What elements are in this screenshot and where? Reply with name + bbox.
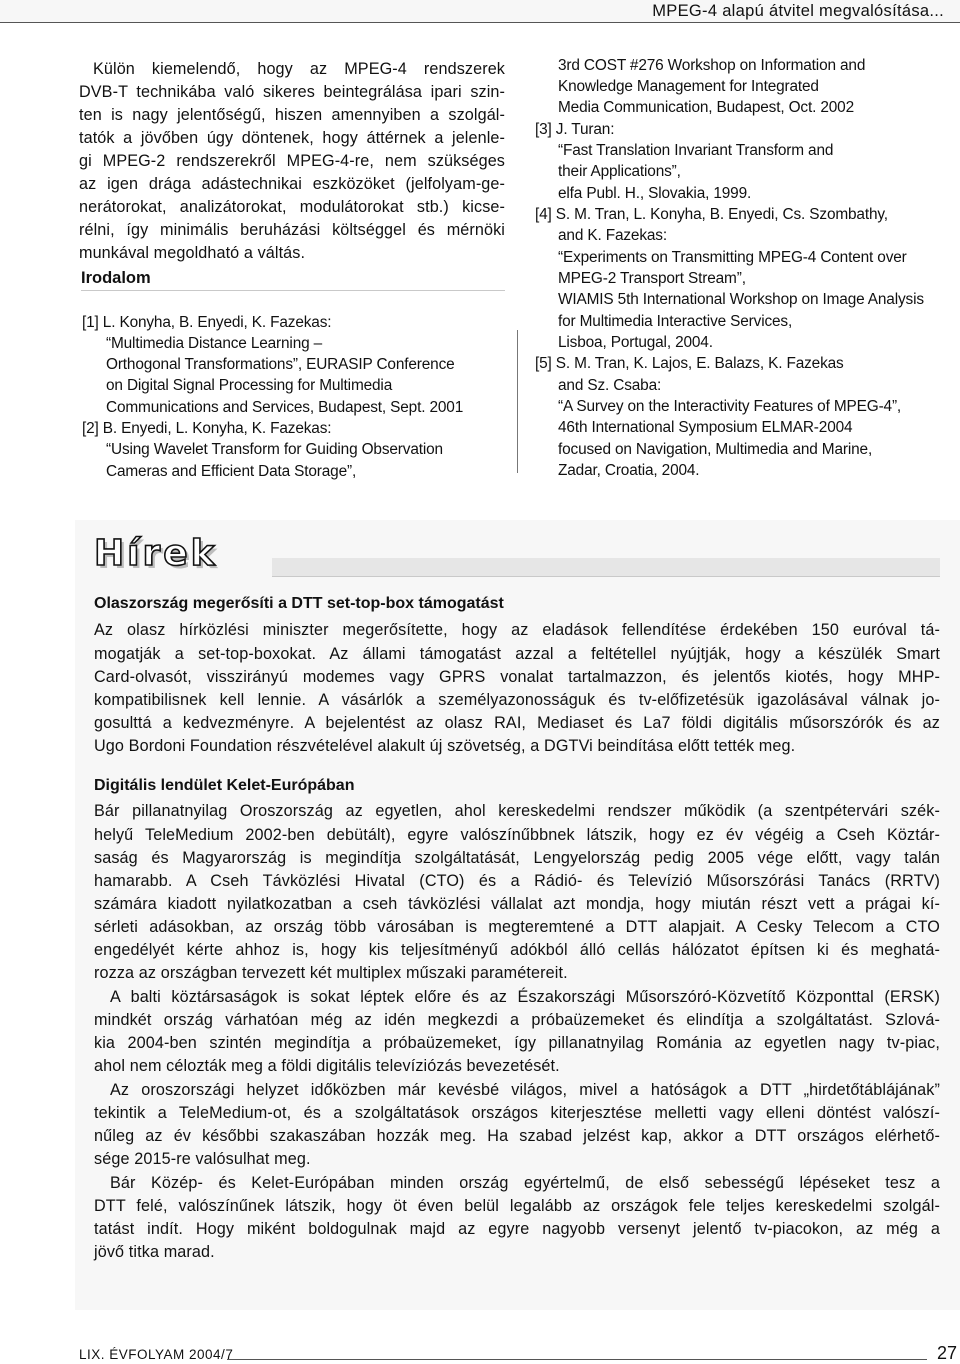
news2-line: saság és Magyarország is megindítja szolgáltatását, Lengyelország pedig 2005 vége előtt, vagy talán — [94, 849, 940, 867]
news2-line: A balti köztársaságok is sokat léptek előre és az Északországi Műsorszóró-Közvetítő Központtal (ERSK) — [110, 988, 940, 1006]
news2-title: Digitális lendület Kelet-Európában — [94, 777, 355, 794]
reference-line: [2] B. Enyedi, L. Konyha, K. Fazekas: — [82, 420, 332, 437]
reference-line: WIAMIS 5th International Workshop on Image Analysis — [558, 291, 924, 308]
news2-line: Az oroszországi helyzet időközben már kevésbé világos, mivel a hatóságok a DTT „hirdetőtáblájának” — [110, 1081, 940, 1099]
intro-line: DVB-T technikába való sikeres beintegrálása ipari szin- — [79, 83, 505, 101]
reference-line: Media Communication, Budapest, Oct. 2002 — [558, 99, 854, 116]
intro-line: az igen drága adástechnikai eszközöket (jelfolyam-ge- — [79, 175, 505, 193]
news2-line: számára kiadott nyilatkozatban a cseh távközlési vállalat azt mondja, hogy miután részt vett a prágai kí- — [94, 895, 940, 913]
reference-line: elfa Publ. H., Slovakia, 1999. — [558, 185, 752, 202]
news-section-title: Hírek — [94, 533, 218, 574]
reference-line: 46th International Symposium ELMAR-2004 — [558, 419, 853, 436]
reference-line: 3rd COST #276 Workshop on Information and — [558, 57, 866, 74]
news1-title: Olaszország megerősíti a DTT set-top-box támogatást — [94, 595, 504, 612]
news1-line: Ugo Bordoni Foundation részvételével alakult új szövetség, a DGTVi beindítása előtt tették meg. — [94, 737, 796, 755]
news2-line: Bár Közép- és Kelet-Európában minden ország egyértelmű, de első sebességű lépéseket tesz a — [110, 1174, 940, 1192]
news2-line: mindkét ország várhatóan még az idén megkezdi a próbaüzemeket és elindítja a szolgáltatást. Szlová- — [94, 1011, 940, 1029]
intro-line: Külön kiemelendő, hogy az MPEG-4 rendszerek — [93, 60, 505, 78]
reference-line: Zadar, Croatia, 2004. — [558, 462, 700, 479]
intro-line: ten is nagy jelentőségű, hiszen amennyiben a szolgál- — [79, 106, 505, 124]
intro-line: munkával megoldható a váltás. — [79, 244, 306, 262]
reference-line: for Multimedia Interactive Services, — [558, 313, 793, 330]
reference-line: on Digital Signal Processing for Multimedia — [106, 377, 393, 394]
news2-line: Bár pillanatnyilag Oroszország az egyetlen, ahol kereskedelmi rendszer működik (a szentpétervári szék- — [94, 802, 940, 820]
reference-line: MPEG-2 Transport Stream”, — [558, 270, 746, 287]
reference-line: Knowledge Management for Integrated — [558, 78, 819, 95]
news2-line: tekintik a TeleMedium-ot, és a szolgáltatások országos kiterjesztése melletti vagy elleni döntést valószí- — [94, 1104, 940, 1122]
reference-line: “Fast Translation Invariant Transform and — [558, 142, 834, 159]
news1-line: Card-olvasót, visszirányú modemes vagy GPRS vonalat tartalmazzon, és jelentős kiotés, hogy MHP- — [94, 668, 940, 686]
reference-line: “Using Wavelet Transform for Guiding Observation — [106, 441, 443, 458]
intro-line: rélni, így minimális beruházási költséggel és mérnöki — [79, 221, 505, 239]
news2-line: ahol nem célozták meg a földi digitális televíziózás bevezetését. — [94, 1057, 560, 1075]
news2-line: jövő titka marad. — [94, 1243, 215, 1261]
footer-volume: LIX. ÉVFOLYAM 2004/7 — [79, 1347, 234, 1362]
column-divider — [517, 330, 518, 473]
references-title: Irodalom — [81, 269, 151, 287]
news2-line: nűleg az év későbbi szakaszában hozzák meg. Ha szabad jelzést kap, akkor a DTT országos elérhető- — [94, 1127, 940, 1145]
news1-line: mogatják a set-top-boxokat. Az állami támogatást azzal a feltétellel nyújtják, hogy a készülék Smart — [94, 645, 940, 663]
reference-line: Cameras and Efficient Data Storage”, — [106, 463, 357, 480]
news2-line: hamarabb. A Cseh Távközlési Hivatal (CTO) és a Rádió- és Televízió Műsorszórási Tanács (RRTV) — [94, 872, 940, 890]
news2-line: sége 2015-re valósulhat meg. — [94, 1150, 311, 1168]
news2-line: helyű TeleMedium 2002-ben debütált), egyre valószínűbbnek látszik, hogy ez év végéig a Cseh Köztár- — [94, 826, 940, 844]
intro-line: gi MPEG-2 rendszerekről MPEG-4-re, nem szükséges — [79, 152, 505, 170]
news1-line: gosulttá a kedvezményre. A bejelentést az olasz RAI, Mediaset és La7 földi digitális műsorszórók és az — [94, 714, 940, 732]
reference-line: Lisboa, Portugal, 2004. — [558, 334, 713, 351]
news2-line: DTT felé, valószínűnek látszik, hogy öt éven belül legalább az országok fele teljes kereskedelmi szolgál- — [94, 1197, 940, 1215]
reference-line: [3] J. Turan: — [535, 121, 615, 138]
reference-line: “Experiments on Transmitting MPEG-4 Content over — [558, 249, 907, 266]
news2-line: sérleti adásokban, az ország több városában is megteremtené a DTT alapjait. A Cesky Telecom a CTO — [94, 918, 940, 936]
news1-line: Az olasz hírközlési miniszter megerősítette, hogy az eladások fellendítése érdekében 150 euróval tá- — [94, 621, 940, 639]
reference-line: their Applications”, — [558, 163, 681, 180]
reference-line: “Multimedia Distance Learning – — [106, 335, 323, 352]
reference-line: [4] S. M. Tran, L. Konyha, B. Enyedi, Cs. Szombathy, — [535, 206, 888, 223]
footer-rule — [227, 1359, 927, 1360]
news2-line: kia 2004-ben szintén megindítja a próbaüzemeket, így pillanatnyilag Románia az egyetlen nagy tv-piac, — [94, 1034, 940, 1052]
running-header: MPEG-4 alapú átvitel megvalósítása... — [652, 2, 944, 20]
header-rule — [0, 22, 960, 23]
page-number: 27 — [937, 1343, 958, 1363]
news-title-band — [272, 558, 940, 577]
reference-line: Orthogonal Transformations”, EURASIP Conference — [106, 356, 455, 373]
reference-line: and K. Fazekas: — [558, 227, 667, 244]
references-title-rule — [81, 290, 505, 291]
reference-line: Communications and Services, Budapest, Sept. 2001 — [106, 399, 464, 416]
reference-line: and Sz. Csaba: — [558, 377, 662, 394]
reference-line: [1] L. Konyha, B. Enyedi, K. Fazekas: — [82, 314, 332, 331]
news1-line: kompatibilisnek kell lennie. A vásárlók a személyazonosságuk és tv-előfizetésük igazolásával válnak jo- — [94, 691, 940, 709]
intro-line: nerátorokat, analizátorokat, modulátorokat stb.) kicse- — [79, 198, 505, 216]
reference-line: [5] S. M. Tran, K. Lajos, E. Balazs, K. Fazekas — [535, 355, 844, 372]
news2-line: rozza az országban tervezett két multiplex műszaki paramétereit. — [94, 964, 568, 982]
reference-line: “A Survey on the Interactivity Features of MPEG-4”, — [558, 398, 902, 415]
news2-line: engedélyét kérte ahhoz is, hogy kis teljesítményű adókból álló cellás hálózatot építsen ki és meghatá- — [94, 941, 940, 959]
intro-line: tatók a jövőben úgy döntenek, hogy áttérnek a jelenle- — [79, 129, 505, 147]
reference-line: focused on Navigation, Multimedia and Marine, — [558, 441, 873, 458]
news2-line: tatást indít. Hogy miként boldogulnak majd az egyre nagyobb versenyt jelentő tv-piacokon, az még a — [94, 1220, 940, 1238]
